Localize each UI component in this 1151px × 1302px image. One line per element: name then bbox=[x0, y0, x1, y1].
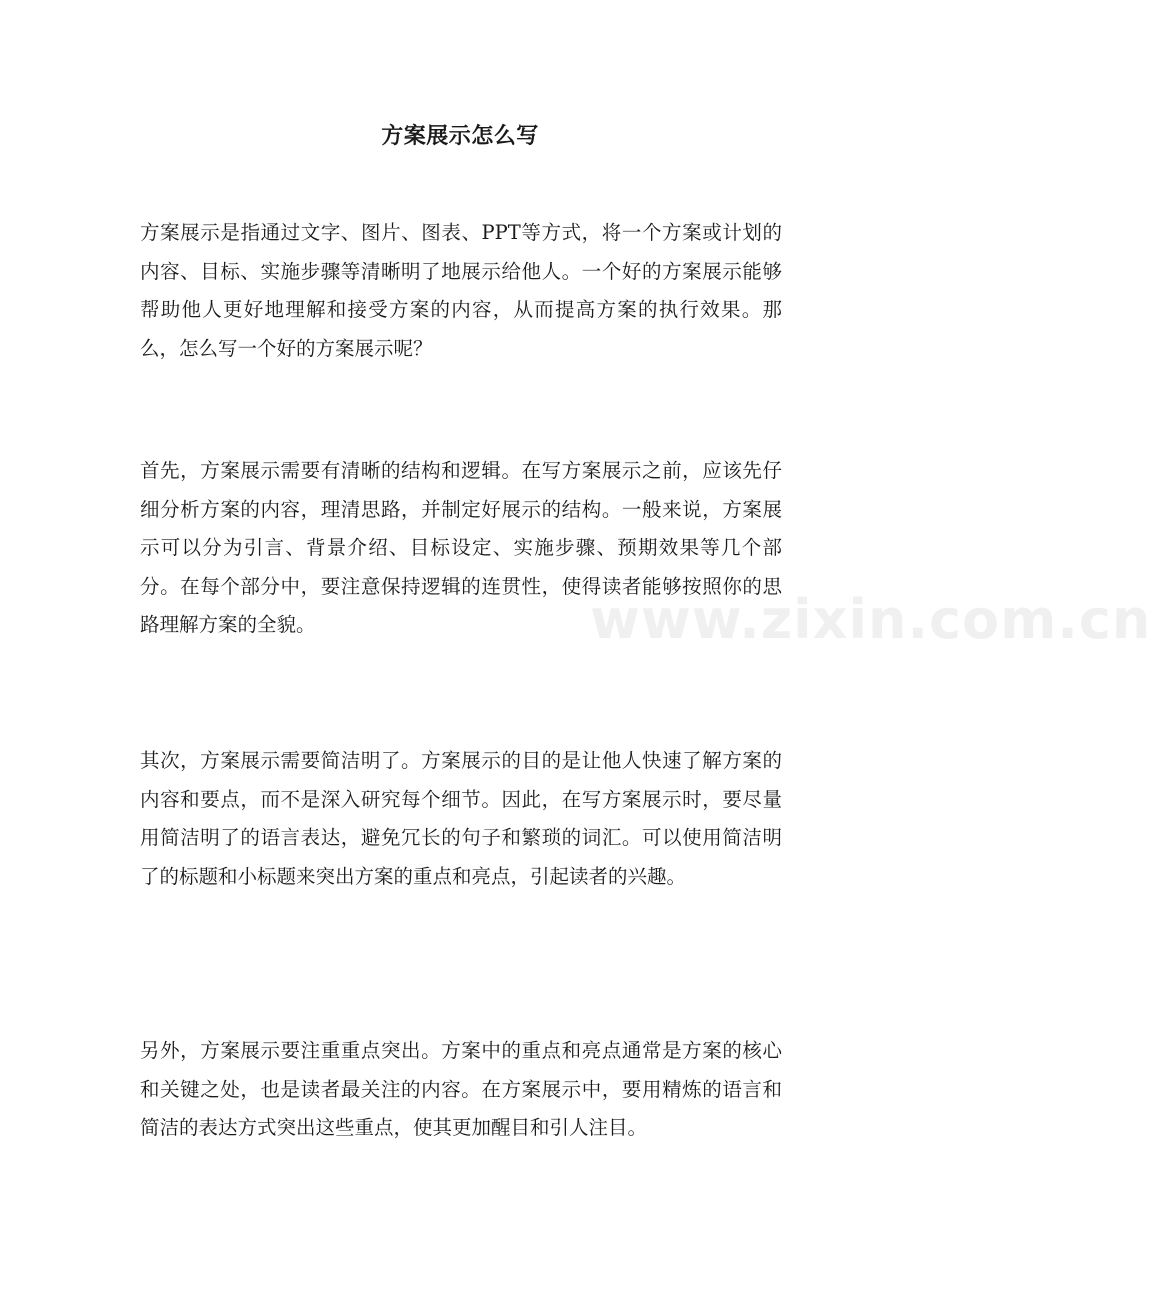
watermark: www.zixin.com.cn bbox=[590, 588, 1151, 651]
paragraph-structure: 首先，方案展示需要有清晰的结构和逻辑。在写方案展示之前，应该先仔细分析方案的内容，理清思路，并制定好展示的结构。一般来说，方案展示可以分为引言、背景介绍、目标设定、实施步骤、预期效果等几个部分。在每个部分中，要注意保持逻辑的连贯性，使得读者能够按照你的思路理解方案的全貌。 bbox=[140, 459, 782, 637]
paragraph-highlight: 另外，方案展示要注重重点突出。方案中的重点和亮点通常是方案的核心和关键之处，也是读者最关注的内容。在方案展示中，要用精炼的语言和简洁的表达方式突出这些重点，使其更加醒目和引人注目。 bbox=[140, 1039, 782, 1140]
document-title: 方案展示怎么写 bbox=[381, 123, 539, 149]
paragraph-concise: 其次，方案展示需要简洁明了。方案展示的目的是让他人快速了解方案的内容和要点，而不是深入研究每个细节。因此，在写方案展示时，要尽量用简洁明了的语言表达，避免冗长的句子和繁琐的词汇。可以使用简洁明了的标题和小标题来突出方案的重点和亮点，引起读者的兴趣。 bbox=[140, 749, 782, 888]
paragraph-intro: 方案展示是指通过文字、图片、图表、PPT等方式，将一个方案或计划的内容、目标、实施步骤等清晰明了地展示给他人。一个好的方案展示能够帮助他人更好地理解和接受方案的内容，从而提高方案的执行效果。那么，怎么写一个好的方案展示呢？ bbox=[140, 221, 782, 360]
